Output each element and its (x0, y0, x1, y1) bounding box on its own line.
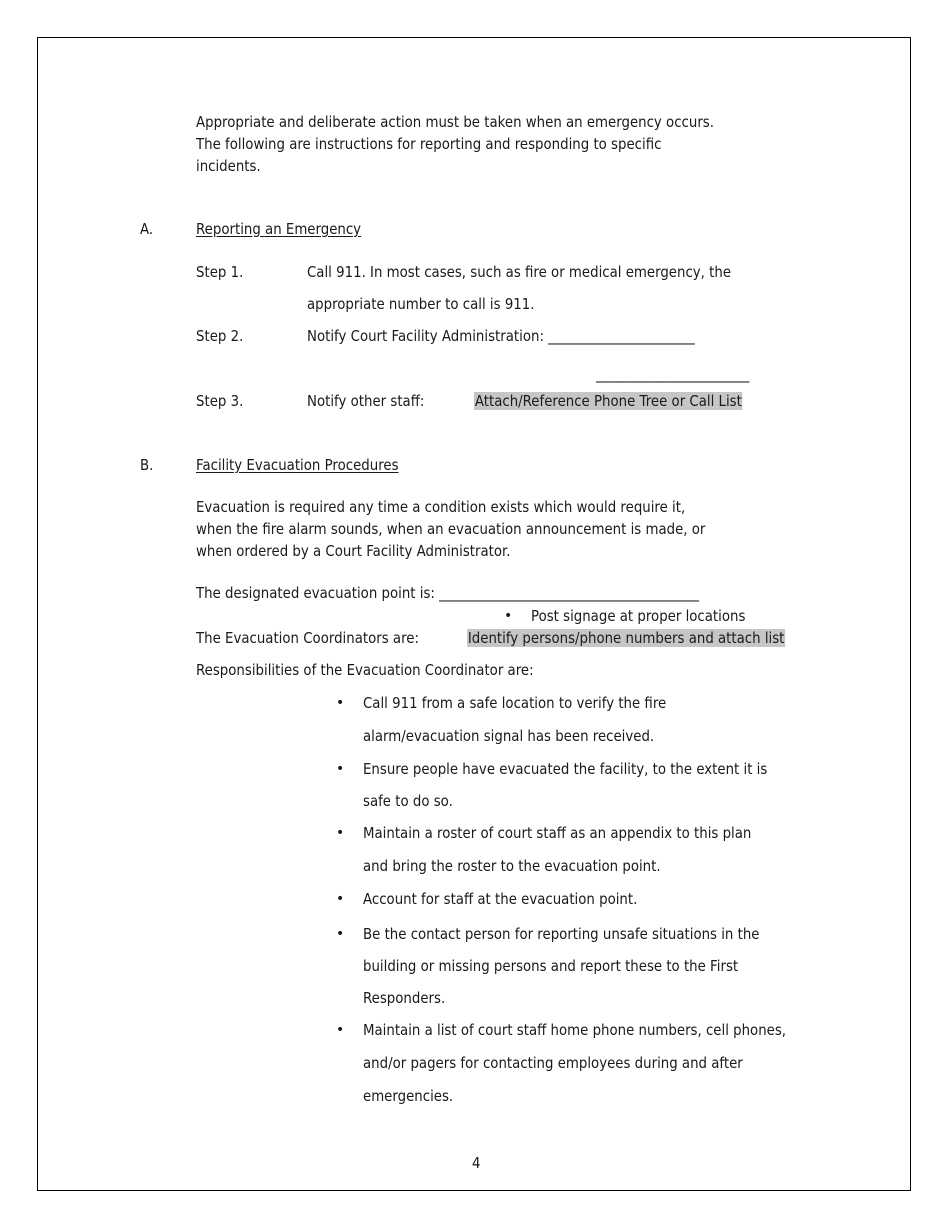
page-number: 4 (472, 1154, 481, 1172)
step-3-label: Step 3. (196, 392, 244, 410)
step-1-label: Step 1. (196, 263, 244, 281)
signage-text: Post signage at proper locations (531, 607, 746, 625)
bullet-2: • (336, 761, 345, 777)
coordinators-highlight (467, 627, 785, 649)
resp-2-line-2: safe to do so. (363, 792, 453, 810)
evac-para-line-3: when ordered by a Court Facility Administrator. (196, 542, 511, 560)
resp-6-line-3: emergencies. (363, 1087, 454, 1105)
step-3-highlight-text: Attach/Reference Phone Tree or Call List (474, 392, 742, 410)
intro-line-3: incidents. (196, 157, 261, 175)
step-3-highlight (474, 390, 743, 412)
resp-4-line-1: Account for staff at the evacuation point. (363, 890, 638, 908)
resp-3-line-1: Maintain a roster of court staff as an appendix to this plan (363, 824, 752, 842)
evacuation-point-line: The designated evacuation point is: _______________________________________ (196, 584, 700, 602)
step-2-text: Notify Court Facility Administration: ______________________ (307, 327, 695, 345)
section-a-letter: A. (140, 220, 154, 238)
intro-line-1: Appropriate and deliberate action must be taken when an emergency occurs. (196, 113, 714, 131)
resp-5-line-3: Responders. (363, 989, 446, 1007)
resp-2-line-1: Ensure people have evacuated the facility, to the extent it is (363, 760, 768, 778)
signage-bullet: • (504, 608, 513, 624)
section-b-letter: B. (140, 456, 154, 474)
evac-para-line-1: Evacuation is required any time a condition exists which would require it, (196, 498, 686, 516)
coordinators-highlight-text: Identify persons/phone numbers and attach list (467, 629, 785, 647)
bullet-3: • (336, 825, 345, 841)
resp-1-line-1: Call 911 from a safe location to verify the fire (363, 694, 667, 712)
coordinators-label: The Evacuation Coordinators are: (196, 629, 419, 647)
resp-5-line-2: building or missing persons and report these to the First (363, 957, 739, 975)
step-2-label: Step 2. (196, 327, 244, 345)
step-2-blank-line: _______________________ (596, 365, 750, 383)
section-b-heading: Facility Evacuation Procedures (196, 456, 399, 474)
page-border (37, 37, 911, 1191)
step-1-line-1: Call 911. In most cases, such as fire or medical emergency, the (307, 263, 732, 281)
bullet-1: • (336, 695, 345, 711)
bullet-5: • (336, 926, 345, 942)
resp-6-line-2: and/or pagers for contacting employees during and after (363, 1054, 743, 1072)
bullet-4: • (336, 891, 345, 907)
section-a-heading: Reporting an Emergency (196, 220, 362, 238)
evac-para-line-2: when the fire alarm sounds, when an evacuation announcement is made, or (196, 520, 706, 538)
step-1-line-2: appropriate number to call is 911. (307, 295, 535, 313)
resp-3-line-2: and bring the roster to the evacuation point. (363, 857, 661, 875)
step-3-text: Notify other staff: (307, 392, 425, 410)
resp-5-line-1: Be the contact person for reporting unsafe situations in the (363, 925, 760, 943)
bullet-6: • (336, 1022, 345, 1038)
resp-6-line-1: Maintain a list of court staff home phone numbers, cell phones, (363, 1021, 787, 1039)
resp-1-line-2: alarm/evacuation signal has been received. (363, 727, 655, 745)
intro-line-2: The following are instructions for reporting and responding to specific (196, 135, 662, 153)
responsibilities-label: Responsibilities of the Evacuation Coordinator are: (196, 661, 534, 679)
